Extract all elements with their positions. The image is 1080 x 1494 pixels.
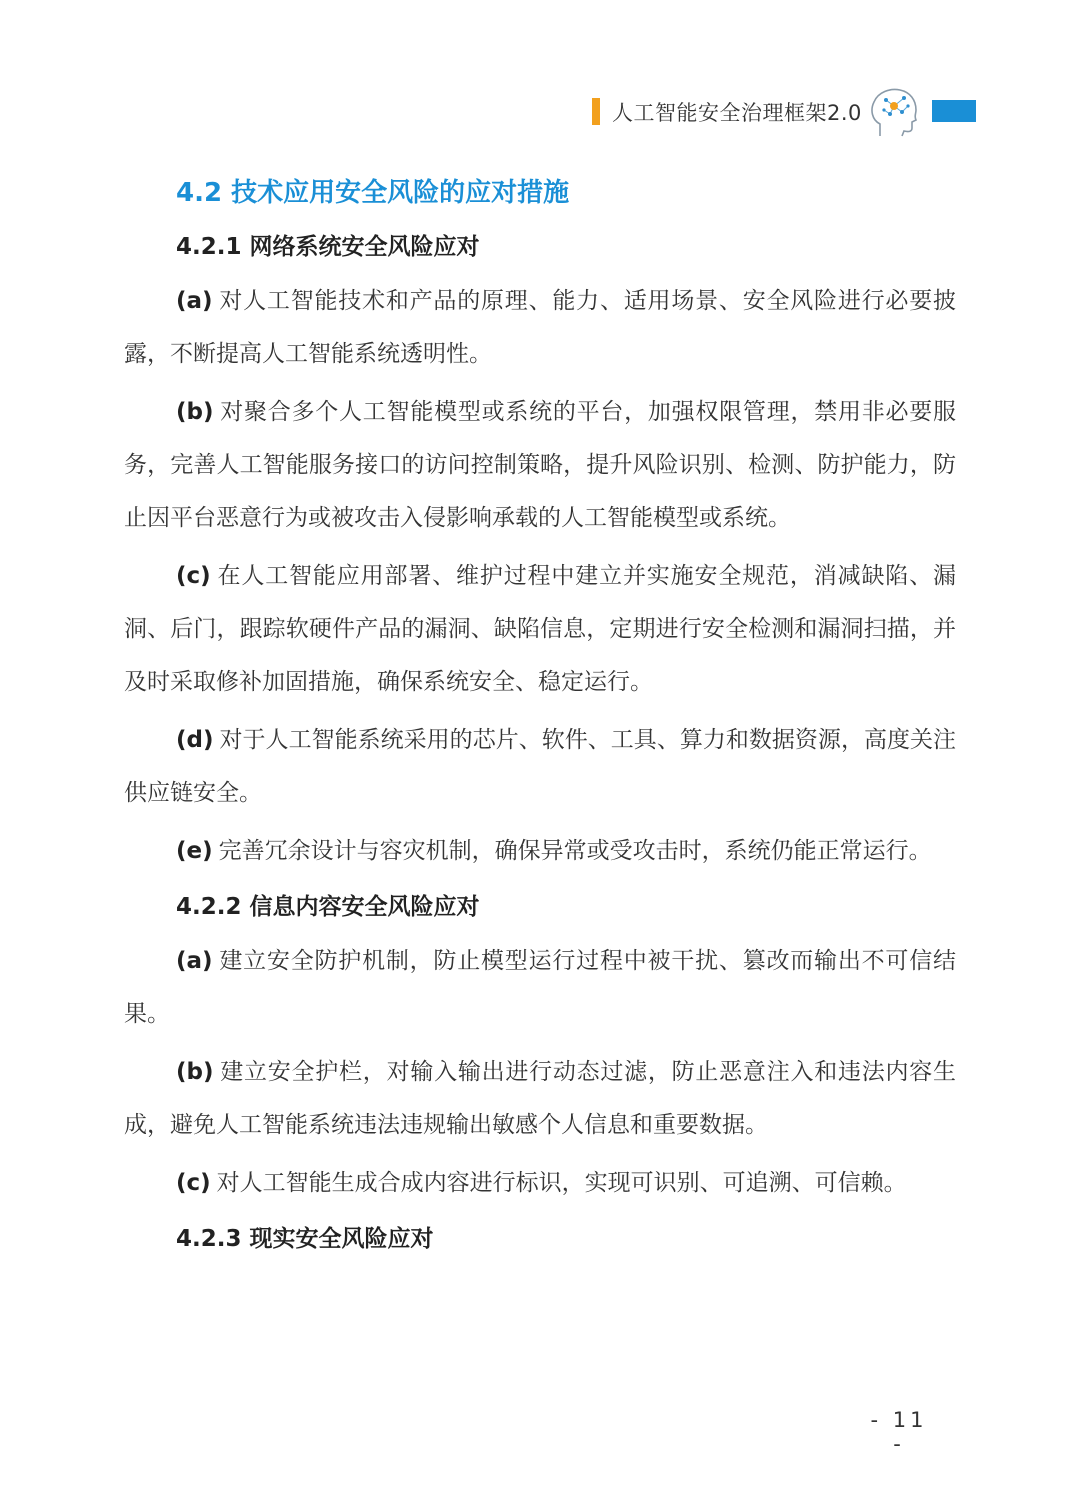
item-text: 对人工智能生成合成内容进行标识，实现可识别、可追溯、可信赖。 (216, 1170, 907, 1196)
item-text: 对于人工智能系统采用的芯片、软件、工具、算力和数据资源，高度关注供应链安全。 (124, 727, 956, 806)
item-label: (b) (176, 1059, 214, 1085)
subsection-title: 4.2.1 网络系统安全风险应对 (176, 234, 480, 260)
item-text: 建立安全护栏，对输入输出进行动态过滤，防止恶意注入和违法内容生成，避免人工智能系统违法违规输出敏感个人信息和重要数据。 (124, 1059, 956, 1138)
list-item (124, 935, 956, 1041)
item-label: (a) (176, 288, 213, 314)
item-label: (a) (176, 948, 213, 974)
head-network-icon (868, 84, 920, 140)
item-label: (b) (176, 399, 214, 425)
item-text: 对聚合多个人工智能模型或系统的平台，加强权限管理，禁用非必要服务，完善人工智能服务接口的访问控制策略，提升风险识别、检测、防护能力，防止因平台恶意行为或被攻击入侵影响承载的人工智能模型或系统。 (124, 399, 956, 531)
item-label: (c) (176, 1170, 211, 1196)
item-text: 完善冗余设计与容灾机制，确保异常或受攻击时，系统仍能正常运行。 (218, 838, 932, 864)
item-text: 建立安全防护机制，防止模型运行过程中被干扰、篡改而输出不可信结果。 (124, 948, 956, 1027)
list-item (124, 1046, 956, 1152)
list-item (124, 550, 956, 709)
subsection-title: 4.2.2 信息内容安全风险应对 (176, 894, 480, 920)
item-text: 在人工智能应用部署、维护过程中建立并实施安全规范，消减缺陷、漏洞、后门，跟踪软硬件产品的漏洞、缺陷信息，定期进行安全检测和漏洞扫描，并及时采取修补加固措施，确保系统安全、稳定运行。 (124, 563, 956, 695)
header-blue-bar (932, 100, 976, 122)
subsection-title: 4.2.3 现实安全风险应对 (176, 1226, 434, 1252)
item-label: (c) (176, 563, 211, 589)
list-item (124, 275, 956, 381)
document-body (124, 168, 956, 1262)
item-text: 对人工智能技术和产品的原理、能力、适用场景、安全风险进行必要披露，不断提高人工智能系统透明性。 (124, 288, 956, 367)
header-title: 人工智能安全治理框架2.0 (612, 101, 862, 125)
list-item (124, 825, 956, 878)
header-orange-bar (592, 98, 600, 125)
item-label: (e) (176, 838, 213, 864)
list-item (124, 714, 956, 820)
item-label: (d) (176, 727, 214, 753)
list-item (124, 386, 956, 545)
page-number: - 11 - (870, 1408, 928, 1456)
list-item (124, 1157, 956, 1210)
page-header (588, 84, 978, 140)
section-title: 4.2 技术应用安全风险的应对措施 (176, 178, 570, 208)
